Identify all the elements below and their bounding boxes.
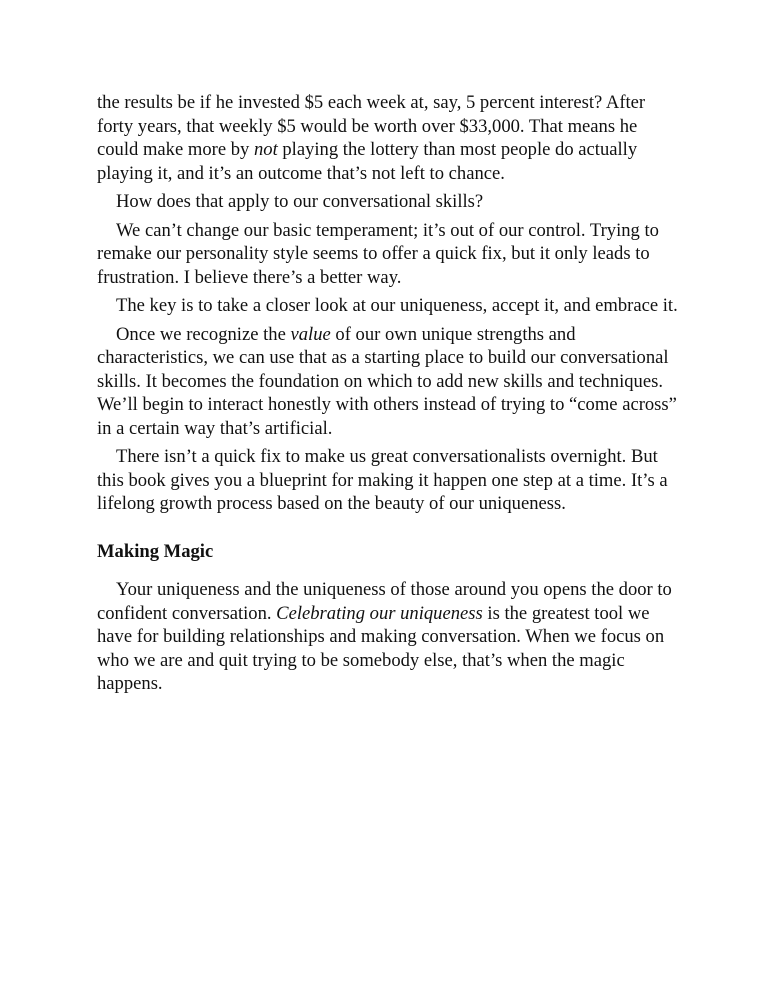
text-run: playing the lottery than most people do actually playing it, and it’s an outcome that’s not left to chance. (97, 139, 638, 184)
page-content (97, 91, 682, 701)
italic-text: value (290, 323, 331, 345)
text-run: Once we recognize the (116, 323, 291, 345)
paragraph (97, 323, 682, 441)
text-run: There isn’t a quick fix to make us great conversationalists overnight. But this book gives you a blueprint for making it happen one step at a time. It’s a lifelong growth process based on the beauty of our uniqueness. (97, 446, 668, 514)
paragraph (97, 294, 682, 318)
text-run: the results be if he invested $5 each week at, say, 5 percent interest? After forty years, that weekly $5 would be worth over $33,000. That means he could make more by (97, 92, 646, 160)
italic-text: not (253, 139, 278, 160)
text-run: We can’t change our basic temperament; it’s out of our control. Trying to remake our personality style seems to offer a quick fix, but it only leads to frustration. I believe there’s a better way. (97, 219, 659, 288)
text-run: Your uniqueness and the uniqueness of those around you opens the door to confident conversation. (97, 579, 672, 624)
paragraph (97, 91, 682, 185)
paragraph (97, 578, 682, 696)
text-run: of our own unique strengths and characteristics, we can use that as a starting place to build our conversational skills. It becomes the foundation on which to add new skills and techniques. We’ll begin to interact honestly with others instead of trying to “come across” in a certain way that’s artificial. (97, 323, 677, 439)
section-heading: Making Magic (97, 540, 214, 562)
text-run: is the greatest tool we have for building relationships and making conversation. When we focus on who we are and quit trying to be somebody else, that’s when the magic happens. (97, 602, 665, 694)
paragraph (97, 190, 682, 214)
paragraph (97, 219, 682, 290)
text-run: How does that apply to our conversational skills? (116, 191, 484, 212)
section-text (97, 578, 682, 696)
text-run: The key is to take a closer look at our uniqueness, accept it, and embrace it. (116, 295, 678, 316)
body-text (97, 91, 682, 516)
paragraph (97, 445, 682, 516)
italic-text: Celebrating our uniqueness (276, 602, 483, 624)
